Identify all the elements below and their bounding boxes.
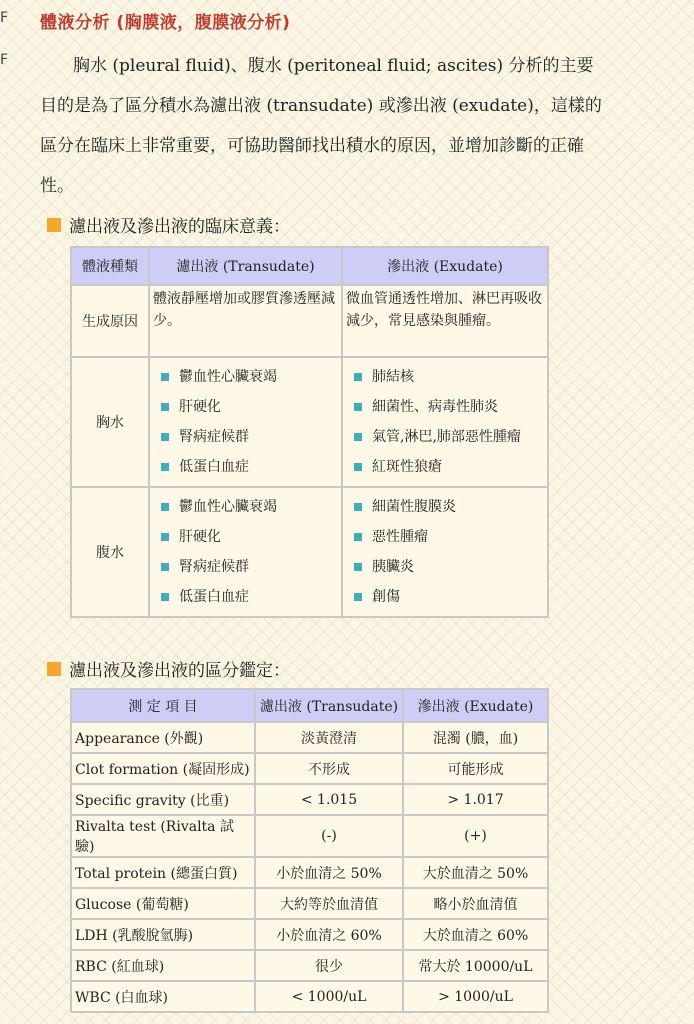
list-item-text: 腎病症候群 xyxy=(179,429,249,445)
table-row xyxy=(71,919,548,950)
table-cell-exudate: 可能形成 xyxy=(403,753,548,784)
section-heading-text: 濾出液及滲出液的區分鑑定： xyxy=(69,661,290,681)
column-header: 滲出液 (Exudate) xyxy=(342,247,548,285)
list-item xyxy=(161,452,338,482)
table-cell-transudate: 小於血清之 50% xyxy=(255,857,403,888)
table-row xyxy=(71,888,548,919)
teal-square-bullet-icon xyxy=(161,403,169,411)
list-item xyxy=(161,552,338,582)
table-body xyxy=(71,722,548,1012)
list-item-text: 惡性腫瘤 xyxy=(372,529,428,545)
intro-paragraph: 胸水 (pleural fluid)、腹水 (peritoneal fluid; ascites) 分析的主要目的是為了區分積水為濾出液 (transudate) 或滲出液 (exudate)，這樣的區分在臨床上非常重要，可協助醫師找出積水的原因，並增加診斷的正確性。 xyxy=(40,56,602,196)
table-cell-transudate: (-) xyxy=(255,815,403,857)
list-item xyxy=(354,522,544,552)
differentiation-table xyxy=(70,688,549,1013)
teal-square-bullet-icon xyxy=(161,503,169,511)
table-cell-item: LDH (乳酸脫氫脢) xyxy=(71,919,255,950)
list-item-text: 細菌性腹膜炎 xyxy=(372,499,456,515)
list-item xyxy=(354,392,544,422)
table-cell-exudate: 大於血清之 50% xyxy=(403,857,548,888)
table-cell-exudate: 混濁 (膿，血) xyxy=(403,722,548,753)
list-item-text: 肺結核 xyxy=(372,369,414,385)
table-header-row xyxy=(71,689,548,722)
list-item-text: 腎病症候群 xyxy=(179,559,249,575)
table-row xyxy=(71,487,548,617)
table-cell-transudate: < 1.015 xyxy=(255,784,403,815)
teal-square-bullet-icon xyxy=(161,373,169,381)
column-header: 測 定 項 目 xyxy=(71,689,255,722)
list-item-text: 氣管,淋巴,肺部惡性腫瘤 xyxy=(372,429,521,445)
teal-square-bullet-icon xyxy=(161,463,169,471)
list xyxy=(153,488,338,616)
table-cell-exudate: 大於血清之 60% xyxy=(403,919,548,950)
table-cell-item: Specific gravity (比重) xyxy=(71,784,255,815)
table-cell-item: Glucose (葡萄糖) xyxy=(71,888,255,919)
list-item xyxy=(161,362,338,392)
list-item xyxy=(161,392,338,422)
table-cell-item: Clot formation (凝固形成) xyxy=(71,753,255,784)
table-row xyxy=(71,857,548,888)
page-title: 體液分析 (胸膜液，腹膜液分析) xyxy=(40,13,291,33)
section-heading-differentiation xyxy=(47,656,290,681)
table-cell xyxy=(342,357,548,487)
column-header: 滲出液 (Exudate) xyxy=(403,689,548,722)
column-header: 濾出液 (Transudate) xyxy=(255,689,403,722)
table-cell xyxy=(149,487,342,617)
list-item xyxy=(354,422,544,452)
list-item xyxy=(161,522,338,552)
table-cell-transudate: 淡黃澄清 xyxy=(255,722,403,753)
row-label: 胸水 xyxy=(71,357,149,487)
section-heading-text: 濾出液及滲出液的臨床意義： xyxy=(69,217,290,237)
list-item xyxy=(161,492,338,522)
section-heading-clinical xyxy=(47,212,290,237)
teal-square-bullet-icon xyxy=(354,463,362,471)
list-item-text: 肝硬化 xyxy=(179,529,221,545)
teal-square-bullet-icon xyxy=(354,433,362,441)
list-item-text: 肝硬化 xyxy=(179,399,221,415)
table-cell xyxy=(342,487,548,617)
table-cell-exudate: > 1.017 xyxy=(403,784,548,815)
list-item-text: 胰臟炎 xyxy=(372,559,414,575)
table-cell-transudate: 很少 xyxy=(255,950,403,981)
list-item-text: 鬱血性心臟衰竭 xyxy=(179,369,277,385)
list-item-text: 創傷 xyxy=(372,589,400,605)
table-row xyxy=(71,357,548,487)
teal-square-bullet-icon xyxy=(354,563,362,571)
orange-square-bullet-icon xyxy=(47,662,61,676)
list-item xyxy=(354,362,544,392)
column-header: 濾出液 (Transudate) xyxy=(149,247,342,285)
table-cell-item: RBC (紅血球) xyxy=(71,950,255,981)
teal-square-bullet-icon xyxy=(354,403,362,411)
table-row xyxy=(71,981,548,1012)
teal-square-bullet-icon xyxy=(161,593,169,601)
table-cell: 體液靜壓增加或膠質滲透壓減少。 xyxy=(149,285,342,357)
table-header-row xyxy=(71,247,548,285)
table-cell xyxy=(149,357,342,487)
column-header: 體液種類 xyxy=(71,247,149,285)
teal-square-bullet-icon xyxy=(161,433,169,441)
teal-square-bullet-icon xyxy=(354,593,362,601)
list-item-text: 紅斑性狼瘡 xyxy=(372,459,442,475)
teal-square-bullet-icon xyxy=(354,533,362,541)
list xyxy=(346,488,544,616)
table-cell-exudate: 略小於血清值 xyxy=(403,888,548,919)
table-row xyxy=(71,285,548,357)
list-item xyxy=(354,552,544,582)
list-item xyxy=(354,452,544,482)
list-item xyxy=(161,422,338,452)
clinical-significance-table xyxy=(70,246,549,618)
table-row xyxy=(71,753,548,784)
table-row xyxy=(71,950,548,981)
table-cell-transudate: 大約等於血清值 xyxy=(255,888,403,919)
table-row xyxy=(71,722,548,753)
table-cell: 微血管通透性增加、淋巴再吸收減少，常見感染與腫瘤。 xyxy=(342,285,548,357)
table-cell-transudate: 小於血清之 60% xyxy=(255,919,403,950)
table-cell-transudate: 不形成 xyxy=(255,753,403,784)
edge-mark: F xyxy=(0,10,9,26)
list-item-text: 低蛋白血症 xyxy=(179,589,249,605)
table-cell-item: Rivalta test (Rivalta 試驗) xyxy=(71,815,255,857)
list xyxy=(346,358,544,486)
list-item-text: 細菌性、病毒性肺炎 xyxy=(372,399,498,415)
orange-square-bullet-icon xyxy=(47,218,61,232)
table-cell-item: Appearance (外觀) xyxy=(71,722,255,753)
list-item xyxy=(354,582,544,612)
list-item-text: 鬱血性心臟衰竭 xyxy=(179,499,277,515)
teal-square-bullet-icon xyxy=(161,563,169,571)
list-item-text: 低蛋白血症 xyxy=(179,459,249,475)
list-item xyxy=(161,582,338,612)
table-cell-transudate: < 1000/uL xyxy=(255,981,403,1012)
table-row xyxy=(71,784,548,815)
table-cell-exudate: (+) xyxy=(403,815,548,857)
teal-square-bullet-icon xyxy=(161,533,169,541)
table-cell-item: WBC (白血球) xyxy=(71,981,255,1012)
table-row xyxy=(71,815,548,857)
table-cell-item: Total protein (總蛋白質) xyxy=(71,857,255,888)
row-label: 腹水 xyxy=(71,487,149,617)
list-item xyxy=(354,492,544,522)
teal-square-bullet-icon xyxy=(354,373,362,381)
teal-square-bullet-icon xyxy=(354,503,362,511)
list xyxy=(153,358,338,486)
edge-mark: F xyxy=(0,52,9,68)
table-cell-exudate: > 1000/uL xyxy=(403,981,548,1012)
table-cell-exudate: 常大於 10000/uL xyxy=(403,950,548,981)
row-label: 生成原因 xyxy=(71,285,149,357)
